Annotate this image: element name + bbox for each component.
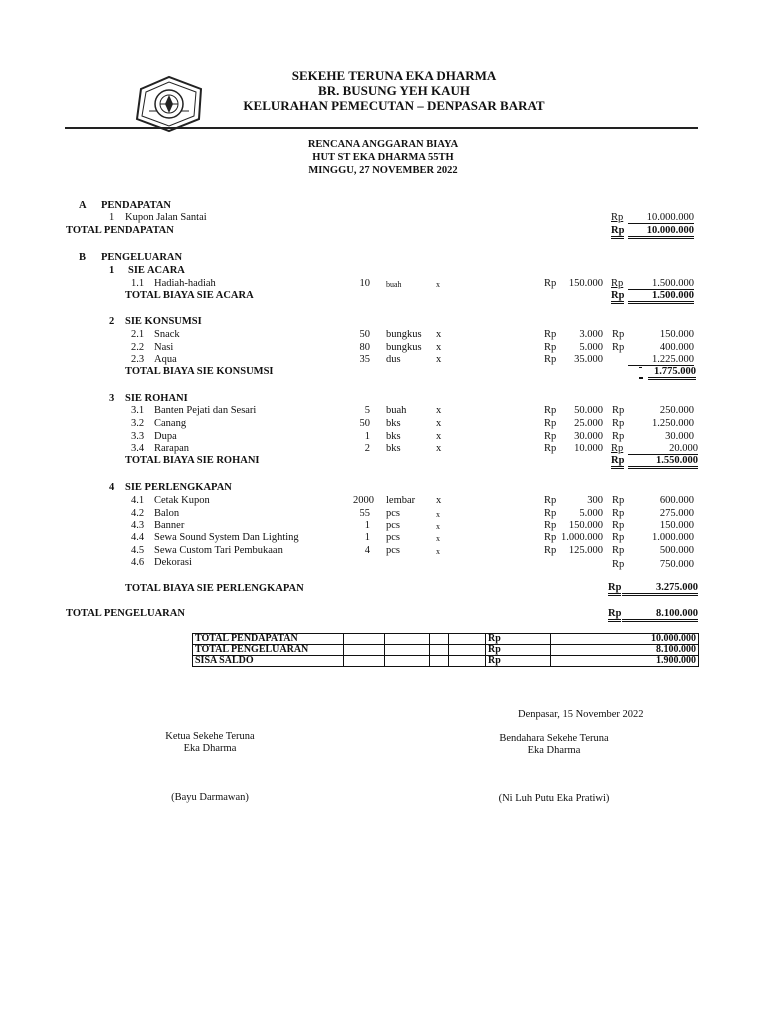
total-pendapatan-amount: 10.000.000 [628,225,694,239]
item-price: 5.000 [579,342,603,353]
item-rp-price: Rp [544,443,557,454]
item-unit: bungkus [386,342,422,353]
item-price: 25.000 [574,418,603,429]
item-name: Canang [154,418,187,429]
item-rp-price: Rp [544,495,557,506]
item-price: 3.000 [579,329,603,340]
total-konsumsi-label: TOTAL BIAYA SIE KONSUMSI [125,366,274,377]
pendapatan-item-no: 1 [109,212,115,223]
sie-rohani-label: SIE ROHANI [125,393,188,404]
total-rohani-label: TOTAL BIAYA SIE ROHANI [125,455,260,466]
item-rp-amount: Rp [612,329,625,340]
item-rp-amount: Rp [612,342,625,353]
item-no: 2.2 [131,342,145,353]
item-qty: 4 [364,545,370,556]
item-qty: 1 [364,520,370,531]
item-x: x [436,443,442,454]
item-qty: 50 [359,418,370,429]
item-no: 4.1 [131,495,145,506]
item-name: Rarapan [154,443,189,454]
org-name-line3: KELURAHAN PEMECUTAN – DENPASAR BARAT [243,98,545,113]
summary-amount: 1.900.000 [551,656,699,667]
summary-rp: Rp [486,656,551,667]
item-amount: 30.000 [665,431,694,442]
item-rp-amount: Rp [612,405,625,416]
item-rp-price: Rp [544,545,557,556]
sie-acara-no: 1 [109,265,115,276]
item-rp-price: Rp [544,329,557,340]
pendapatan-item-amount: 10.000.000 [628,212,694,224]
section-b-label: PENGELUARAN [101,252,183,263]
summary-cell [344,656,385,667]
item-qty: 2 [364,443,370,454]
item-price: 1.000.000 [561,532,603,543]
sie-perlengkapan-no: 4 [109,482,115,493]
left-signatory-title2: Eka Dharma [183,743,237,754]
total-konsumsi-amount: 1.775.000 [648,366,696,380]
item-amount: 150.000 [659,329,694,340]
total-pendapatan-label: TOTAL PENDAPATAN [66,225,174,236]
item-amount: 150.000 [659,520,694,531]
item-rp-price: Rp [544,405,557,416]
item-qty: 55 [359,508,370,519]
doc-title-line1: RENCANA ANGGARAN BIAYA [307,139,459,150]
pendapatan-item-rp: Rp [611,212,624,223]
item-price: 50.000 [574,405,603,416]
total-acara-label: TOTAL BIAYA SIE ACARA [125,290,254,301]
item-rp-amount: Rp [612,532,625,543]
item-x: x [436,431,442,442]
total-rohani-rp: Rp [611,455,624,469]
item-amount: 500.000 [659,545,694,556]
item-price: 5.000 [579,508,603,519]
item-amount: 1.225.000 [628,354,694,366]
item-rp-amount: Rp [612,559,625,570]
summary-cell [449,634,486,645]
total-rohani-amount: 1.550.000 [628,455,698,469]
table-row [193,634,699,645]
summary-cell [344,634,385,645]
left-signatory-title1: Ketua Sekehe Teruna [165,731,255,742]
summary-table [192,633,699,667]
total-pendapatan-rp: Rp [611,225,624,239]
summary-label: SISA SALDO [193,656,344,667]
right-signatory-name: (Ni Luh Putu Eka Pratiwi) [498,793,610,804]
item-no: 4.4 [131,532,145,543]
place-date: Denpasar, 15 November 2022 [518,709,644,720]
item-x: x [436,547,440,556]
item-x: x [436,405,442,416]
item-rp-price: Rp [544,520,557,531]
item-amount: 275.000 [659,508,694,519]
item-name: Hadiah-hadiah [154,278,216,289]
item-name: Banner [154,520,185,531]
item-unit: dus [386,354,401,365]
summary-cell [385,634,430,645]
item-unit: pcs [386,520,400,531]
item-unit: bks [386,443,401,454]
item-rp-amount: Rp [611,278,624,289]
item-qty: 1 [364,532,370,543]
item-qty: 1 [364,431,370,442]
item-no: 4.3 [131,520,145,531]
item-unit: lembar [386,495,416,506]
total-perlengkapan-label: TOTAL BIAYA SIE PERLENGKAPAN [125,583,304,594]
pendapatan-item-name: Kupon Jalan Santai [125,212,207,223]
item-rp-price: Rp [544,508,557,519]
summary-cell [430,656,449,667]
item-unit: bungkus [386,329,422,340]
item-price: 150.000 [568,278,603,289]
item-amount: 250.000 [659,405,694,416]
item-no: 2.3 [131,354,145,365]
item-qty: 35 [359,354,370,365]
item-qty: 2000 [353,495,374,506]
item-qty: 50 [359,329,370,340]
total-pengeluaran-rp: Rp [608,608,621,622]
item-name: Snack [154,329,180,340]
item-x: x [436,342,442,353]
item-price: 30.000 [574,431,603,442]
item-x: x [436,280,440,289]
item-unit: pcs [386,532,400,543]
item-qty: 5 [364,405,370,416]
item-rp-amount: Rp [612,418,625,429]
right-signatory-title1: Bendahara Sekehe Teruna [499,733,609,744]
item-name: Nasi [154,342,174,353]
organization-logo-icon [133,75,205,133]
summary-amount: 8.100.000 [551,645,699,656]
dash-mark [639,377,643,379]
dash-mark [639,367,642,368]
total-acara-rp: Rp [611,290,624,304]
sie-konsumsi-no: 2 [109,316,115,327]
item-x: x [436,522,440,531]
doc-title-line2: HUT ST EKA DHARMA 55TH [312,152,454,163]
summary-cell [430,645,449,656]
summary-label: TOTAL PENDAPATAN [193,634,344,645]
item-rp-price: Rp [544,342,557,353]
table-row [193,645,699,656]
item-x: x [436,495,442,506]
left-signatory-name: (Bayu Darmawan) [171,792,249,803]
item-qty: 10 [359,278,370,289]
item-unit: pcs [386,508,400,519]
total-acara-amount: 1.500.000 [628,290,694,304]
org-name-line1: SEKEHE TERUNA EKA DHARMA [291,68,497,83]
item-rp-amount: Rp [612,545,625,556]
item-rp-price: Rp [544,354,557,365]
item-name: Banten Pejati dan Sesari [154,405,257,416]
total-pengeluaran-amount: 8.100.000 [622,608,698,622]
summary-cell [344,645,385,656]
item-unit: bks [386,418,401,429]
item-rp-price: Rp [544,278,557,289]
item-rp-price: Rp [544,532,557,543]
item-rp-price: Rp [544,418,557,429]
summary-cell [430,634,449,645]
item-x: x [436,329,442,340]
item-no: 3.1 [131,405,145,416]
item-price: 10.000 [574,443,603,454]
total-pengeluaran-label: TOTAL PENGELUARAN [66,608,185,619]
sie-rohani-no: 3 [109,393,115,404]
item-x: x [436,510,440,519]
item-amount: 600.000 [659,495,694,506]
item-price: 150.000 [568,520,603,531]
item-price: 125.000 [568,545,603,556]
item-name: Dupa [154,431,177,442]
item-amount: 750.000 [659,559,694,570]
item-rp-price: Rp [544,431,557,442]
item-name: Sewa Sound System Dan Lighting [154,532,299,543]
total-perlengkapan-amount: 3.275.000 [622,582,698,596]
item-unit: buah [386,280,402,289]
item-unit: bks [386,431,401,442]
item-rp-amount: Rp [611,443,624,454]
sie-perlengkapan-label: SIE PERLENGKAPAN [125,482,232,493]
summary-label: TOTAL PENGELUARAN [193,645,344,656]
item-no: 3.3 [131,431,145,442]
item-price: 300 [587,495,603,506]
item-amount: 1.500.000 [628,278,694,290]
item-no: 3.2 [131,418,145,429]
doc-title-line3: MINGGU, 27 NOVEMBER 2022 [308,165,458,176]
sie-konsumsi-label: SIE KONSUMSI [125,316,202,327]
item-rp-amount: Rp [612,431,625,442]
item-x: x [436,418,442,429]
total-perlengkapan-rp: Rp [608,582,621,596]
table-row [193,656,699,667]
item-name: Balon [154,508,180,519]
summary-cell [449,645,486,656]
item-rp-amount: Rp [612,520,625,531]
item-x: x [436,354,442,365]
item-x: x [436,534,440,543]
item-no: 4.6 [131,557,145,568]
section-b-letter: B [79,252,87,263]
summary-rp: Rp [486,634,551,645]
item-price: 35.000 [574,354,603,365]
org-name-line2: BR. BUSUNG YEH KAUH [318,83,470,98]
summary-cell [385,656,430,667]
right-signatory-title2: Eka Dharma [527,745,581,756]
item-no: 4.2 [131,508,145,519]
item-name: Sewa Custom Tari Pembukaan [154,545,283,556]
item-amount: 1.250.000 [652,418,694,429]
item-no: 4.5 [131,545,145,556]
summary-amount: 10.000.000 [551,634,699,645]
item-unit: buah [386,405,407,416]
item-rp-amount: Rp [612,508,625,519]
summary-cell [385,645,430,656]
item-qty: 80 [359,342,370,353]
summary-rp: Rp [486,645,551,656]
item-amount: 400.000 [659,342,694,353]
item-amount: 1.000.000 [652,532,694,543]
summary-cell [449,656,486,667]
section-a-label: PENDAPATAN [101,200,171,211]
header-divider [65,127,698,129]
item-name: Aqua [154,354,177,365]
item-no: 2.1 [131,329,145,340]
item-no: 3.4 [131,443,145,454]
section-a-letter: A [79,200,87,211]
item-name: Dekorasi [154,557,192,568]
item-rp-amount: Rp [612,495,625,506]
sie-acara-label: SIE ACARA [128,265,185,276]
item-amount: 20.000 [628,443,698,455]
item-unit: pcs [386,545,400,556]
item-no: 1.1 [131,278,145,289]
item-name: Cetak Kupon [154,495,210,506]
